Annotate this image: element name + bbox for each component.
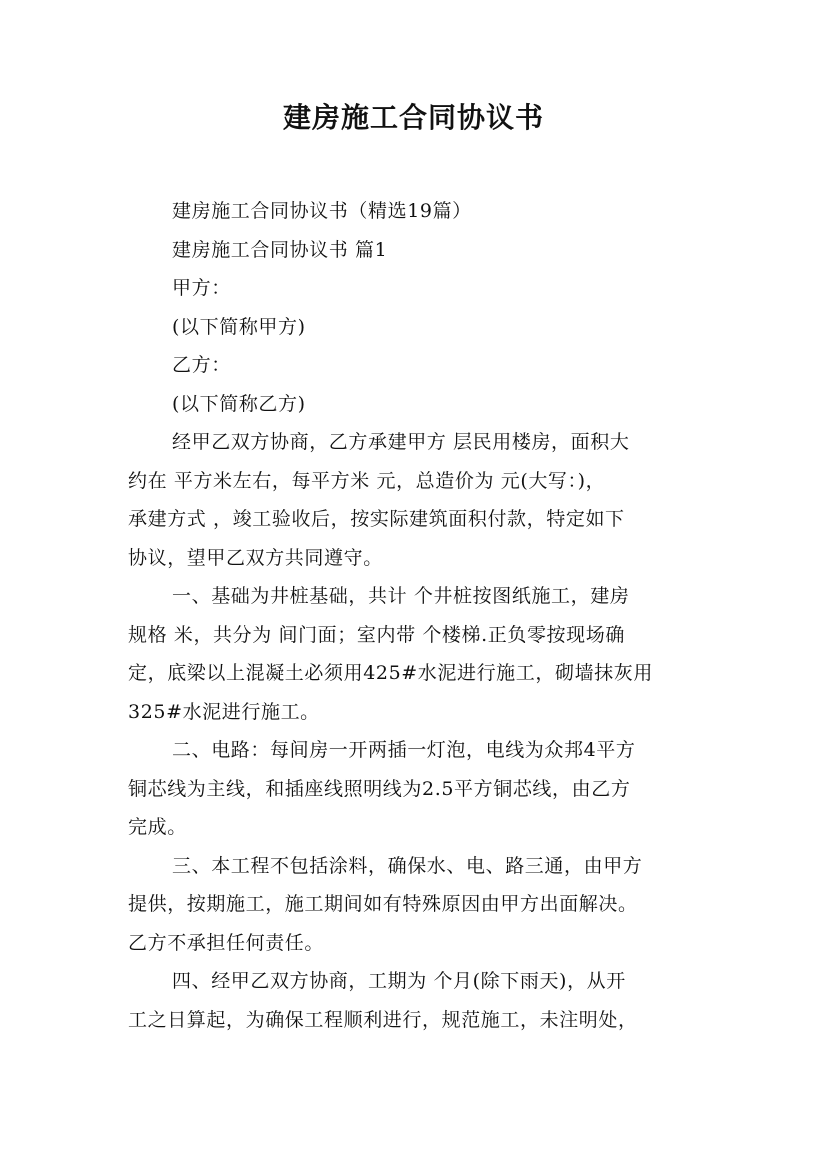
paragraph-line: 承建方式 ，竣工验收后，按实际建筑面积付款，特定如下 [128, 508, 625, 530]
paragraph-line: 经甲乙双方协商，乙方承建甲方 层民用楼房，面积大 [172, 431, 630, 453]
subtitle-line: 建房施工合同协议书（精选19篇） [172, 200, 472, 222]
paragraph-line: 四、经甲乙双方协商，工期为 个月(除下雨天)，从开 [172, 970, 626, 992]
document-body [128, 192, 706, 1039]
paragraph-line: 工之日算起，为确保工程顺利进行，规范施工，未注明处， [128, 1008, 638, 1031]
paragraph-line: 一、基础为井桩基础，共计 个井桩按图纸施工，建房 [172, 585, 630, 607]
paragraph-line: 完成。 [128, 816, 187, 838]
paragraph-line: 约在 平方米左右，每平方米 元，总造价为 元(大写：)， [128, 469, 606, 492]
paragraph-line: 三、本工程不包括涂料，确保水、电、路三通，由甲方 [172, 854, 643, 877]
paragraph-line: 二、电路：每间房一开两插一灯泡，电线为众邦4平方 [172, 739, 636, 761]
paragraph-line: 提供，按期施工，施工期间如有特殊原因由甲方出面解决。 [128, 893, 638, 915]
paragraph-line: 325#水泥进行施工。 [128, 700, 320, 723]
paragraph-line: 规格 米，共分为 间门面；室内带 个楼梯.正负零按现场确 [128, 623, 625, 646]
paragraph-line: 铜芯线为主线，和插座线照明线为2.5平方铜芯线，由乙方 [128, 777, 631, 800]
party-b-note: (以下简称乙方) [172, 392, 306, 415]
party-a-note: (以下简称甲方) [172, 315, 306, 338]
clause-2-paragraph [128, 731, 706, 847]
party-a-label: 甲方： [172, 277, 231, 299]
clause-3-paragraph [128, 847, 706, 963]
intro-paragraph [128, 423, 706, 577]
clause-4-paragraph [128, 962, 706, 1039]
paragraph-line: 协议，望甲乙双方共同遵守。 [128, 546, 383, 569]
document-title: 建房施工合同协议书 [282, 101, 544, 134]
section-heading: 建房施工合同协议书 篇1 [172, 238, 388, 261]
paragraph-line: 乙方不承担任何责任。 [128, 931, 325, 954]
clause-1-paragraph [128, 577, 706, 731]
party-b-label: 乙方： [172, 354, 231, 376]
paragraph-line: 定，底梁以上混凝土必须用425#水泥进行施工，砌墙抹灰用 [128, 662, 653, 684]
